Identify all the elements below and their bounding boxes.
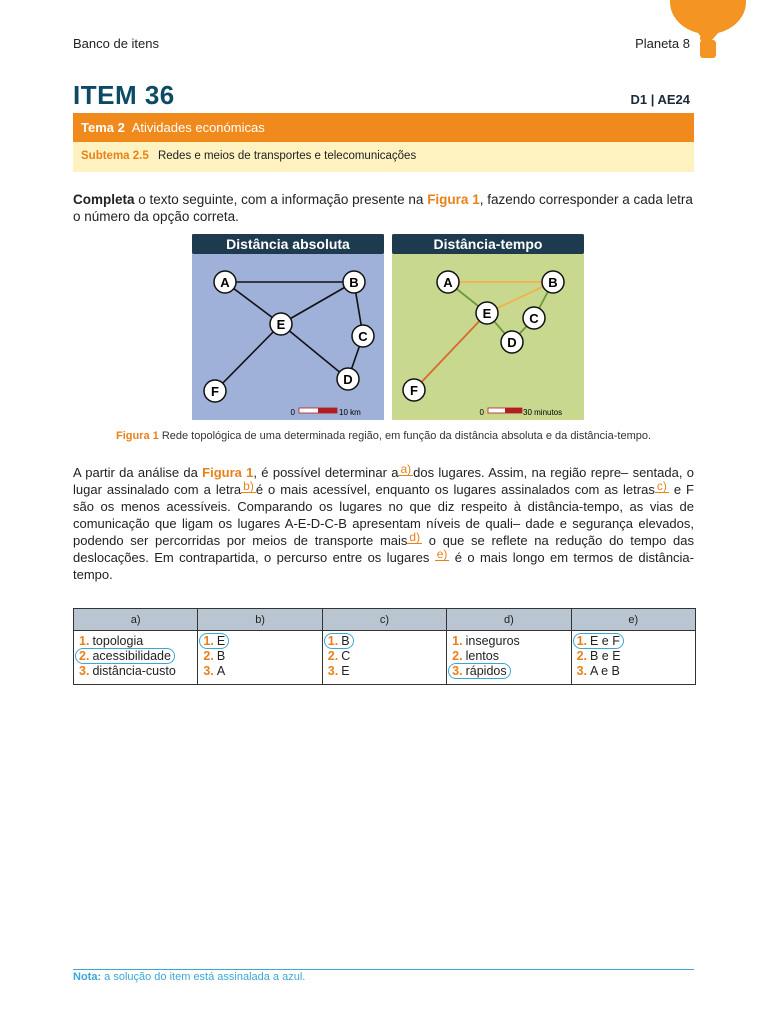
node-a-label: A — [220, 275, 230, 290]
option-number: 2. — [576, 649, 587, 663]
option-item — [452, 664, 565, 679]
node-d-label: D — [507, 335, 517, 350]
column-header: a) — [74, 609, 198, 631]
column-header: b) — [198, 609, 322, 631]
option-label: distância-custo — [92, 664, 176, 678]
option-item — [79, 649, 192, 664]
correct-answer-circle — [324, 633, 354, 649]
option-label: inseguros — [465, 634, 520, 648]
instruction-verb: Completa — [73, 192, 135, 207]
option-text — [79, 634, 143, 648]
node-f-label: F — [410, 383, 418, 398]
option-item — [203, 664, 316, 679]
option-text — [452, 634, 520, 648]
option-number: 2. — [327, 649, 339, 663]
item-title: ITEM 36 — [73, 80, 175, 110]
node-c-label: C — [358, 329, 368, 344]
option-text — [577, 649, 621, 663]
option-number: 1. — [79, 634, 90, 648]
tema-label: Tema 2 — [81, 120, 125, 135]
passage-figure-reference: Figura 1 — [202, 465, 254, 480]
subtema-text: Redes e meios de transportes e telecomunicações — [157, 150, 417, 162]
option-label: A e B — [590, 664, 620, 678]
option-label: E — [216, 634, 226, 648]
node-b-label: B — [548, 275, 558, 290]
option-item — [203, 634, 316, 649]
node-a-label: A — [443, 275, 453, 290]
left-scale-zero: 0 — [290, 408, 295, 417]
option-text — [203, 664, 225, 678]
caption-label: Figura 1 — [115, 430, 159, 442]
blank-e: e) — [436, 547, 448, 561]
question-passage: A partir da análise da Figura 1, é possível determinar a a) dos lugares. Assim, na região repre– sentada, o lugar assinalado com a letra b) é o mais acessível, enquanto os lugares assinalados com as letras c) e F são os menos acessíveis. Comparando os lugares no que diz respeito à distância-tempo, as vias de comunicação que ligam os lugares A-E-D-C-B apresentam níveis de quali– dade e segurança elevados, podendo ser percorridas por meios de transporte mais d) o que se reflete na redução do tempo das deslocações. Em contrapartida, o percurso entre os lugares e) é o mais longo em termos de distância-tempo. — [73, 462, 694, 582]
option-label: C — [341, 649, 351, 663]
option-label: B e E — [590, 649, 621, 663]
column-header: e) — [571, 609, 695, 631]
option-item — [328, 664, 441, 679]
option-number: 3. — [79, 664, 90, 678]
correct-answer-circle — [573, 633, 624, 649]
option-item — [79, 634, 192, 649]
figure-network-maps — [192, 234, 584, 421]
option-label: topologia — [92, 634, 144, 648]
node-c-label: C — [529, 311, 539, 326]
solution-note — [73, 971, 305, 983]
option-label: rápidos — [465, 664, 507, 678]
options-cell — [447, 631, 571, 685]
blank-c: c) — [656, 479, 667, 493]
header-bank-label: Banco de itens — [73, 36, 160, 51]
options-row — [74, 631, 696, 685]
option-number: 2. — [452, 649, 463, 663]
option-text — [328, 664, 350, 678]
option-number: 1. — [327, 634, 339, 648]
node-f-label: F — [211, 384, 219, 399]
option-item — [577, 634, 690, 649]
options-cell — [322, 631, 446, 685]
blank-b: b) — [243, 479, 254, 493]
option-label: acessibilidade — [92, 649, 171, 663]
options-cell — [571, 631, 695, 685]
column-header: d) — [447, 609, 571, 631]
instruction-text: Completa o texto seguinte, com a informação presente na Figura 1, fazendo corresponder a cada letra o número da opção correta. — [73, 192, 693, 224]
correct-answer-circle — [448, 663, 510, 679]
subtema-label: Subtema 2.5 — [81, 150, 149, 162]
option-item — [328, 649, 441, 664]
node-b-label: B — [349, 275, 359, 290]
subtema-bar — [73, 142, 694, 172]
option-item — [577, 664, 690, 679]
tema-text: Atividades económicas — [131, 120, 265, 135]
option-number: 3. — [327, 664, 339, 678]
caption-text: Rede topológica de uma determinada região, em função da distância absoluta e da distância-tempo. — [158, 430, 652, 442]
right-map-title: Distância-tempo — [433, 236, 543, 252]
option-item — [452, 649, 565, 664]
option-item — [577, 649, 690, 664]
node-e-label: E — [482, 306, 492, 321]
note-label: Nota: — [73, 971, 102, 983]
left-map-title: Distância absoluta — [226, 236, 350, 252]
blank-a: a) — [400, 462, 412, 476]
figure-reference: Figura 1 — [427, 192, 480, 207]
figure-caption — [73, 430, 694, 442]
option-text — [577, 664, 620, 678]
option-item — [203, 649, 316, 664]
blank-d: d) — [409, 530, 421, 544]
left-scale-label: 10 km — [339, 408, 361, 417]
option-label: lentos — [465, 649, 499, 663]
note-text: a solução do item está assinalada a azul. — [101, 971, 306, 983]
option-text — [328, 649, 350, 663]
tema-bar — [73, 113, 694, 142]
option-text — [203, 649, 225, 663]
options-cell — [74, 631, 198, 685]
item-code: D1 | AE24 — [630, 92, 690, 107]
options-cell — [198, 631, 322, 685]
option-number: 1. — [452, 634, 463, 648]
option-item — [328, 634, 441, 649]
note-divider — [73, 969, 694, 970]
correct-answer-circle — [75, 648, 175, 664]
option-label: B — [341, 634, 350, 648]
option-number: 3. — [576, 664, 587, 678]
balloon-logo — [668, 0, 748, 60]
options-table — [73, 608, 696, 685]
option-number: 3. — [452, 664, 463, 678]
column-header: c) — [322, 609, 446, 631]
node-e-label: E — [276, 317, 286, 332]
right-scale-label: 30 minutos — [523, 408, 563, 417]
option-text — [79, 664, 176, 678]
option-label: E e F — [590, 634, 620, 648]
header-book-label: Planeta 8 — [635, 36, 690, 51]
option-number: 3. — [203, 664, 214, 678]
option-text — [452, 649, 499, 663]
option-label: E — [341, 664, 350, 678]
option-number: 2. — [79, 649, 90, 663]
option-label: B — [216, 649, 226, 663]
option-number: 2. — [203, 649, 214, 663]
option-label: A — [216, 664, 226, 678]
option-item — [452, 634, 565, 649]
option-item — [79, 664, 192, 679]
option-number: 1. — [203, 634, 214, 648]
option-number: 1. — [576, 634, 587, 648]
right-scale-zero: 0 — [479, 408, 484, 417]
options-header-row — [74, 609, 696, 631]
correct-answer-circle — [199, 633, 229, 649]
node-d-label: D — [343, 372, 353, 387]
